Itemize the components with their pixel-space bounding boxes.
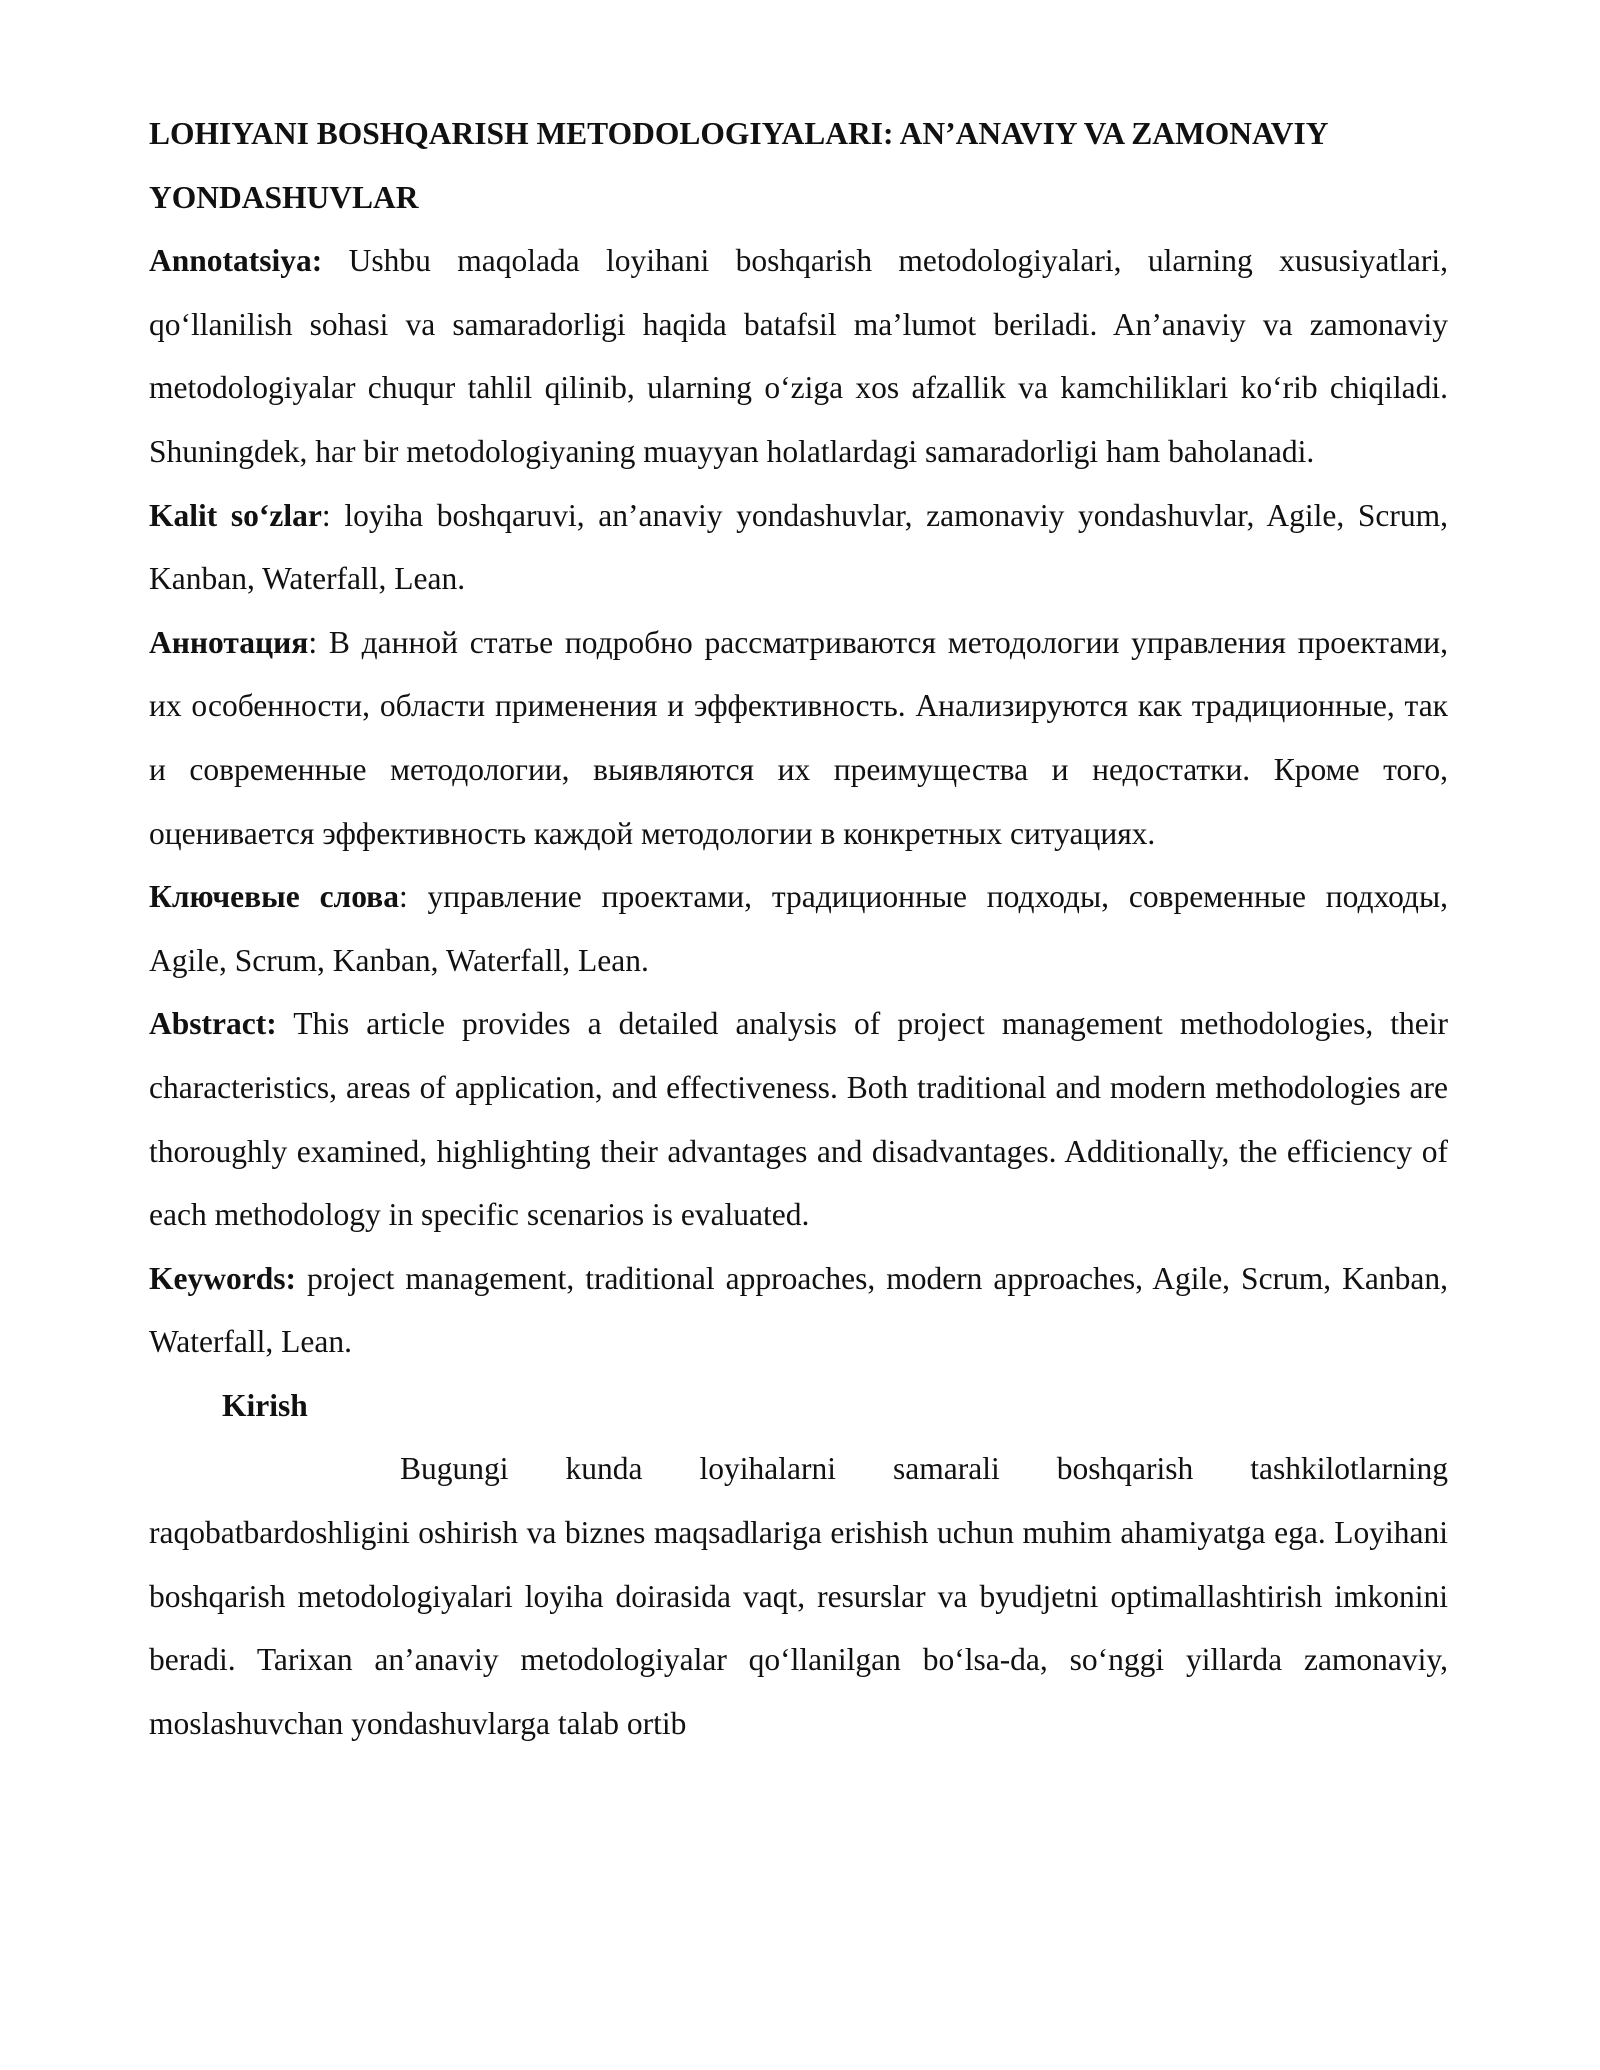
annotation-ru-text: : В данной статье подробно рассматриваются методологии управления проектами, их особенности, области применения и эффективность. Анализируются как традиционные, так и современные методологии, выявляются их преимущества и недостатки. Кроме того, оценивается эффективность каждой методологии в конкретных ситуациях. [149,624,1448,851]
annotation-uz [149,229,1448,483]
annotation-uz-text: Ushbu maqolada loyihani boshqarish metodologiyalari, ularning xususiyatlari, qo‘llanilish sohasi va samaradorligi haqida batafsil ma’lumot beriladi. An’anaviy va zamonaviy metodologiyalar chuqur tahlil qilinib, ularning o‘ziga xos afzallik va kamchiliklari ko‘rib chiqiladi. Shuningdek, har bir metodologiyaning muayyan holatlardagi samaradorligi ham baholanadi. [149,243,1448,469]
keywords-uz-text: : loyiha boshqaruvi, an’anaviy yondashuvlar, zamonaviy yondashuvlar, Agile, Scrum, Kanban, Waterfall, Lean. [149,497,1448,597]
document-page [149,102,1448,1755]
abstract-en-label: Abstract: [149,1006,277,1042]
keywords-ru-label: Ключевые слова [149,879,399,915]
keywords-uz [149,484,1448,611]
introduction-text: Bugungi kunda loyihalarni samarali boshqarish tashkilotlarning raqobatbardoshligini oshirish va biznes maqsadlariga erishish uchun muhim ahamiyatga ega. Loyihani boshqarish metodologiyalari loyiha doirasida vaqt, resurslar va byudjetni optimallashtirish imkonini beradi. Tarixan an’anaviy metodologiyalar qo‘llanilgan bo‘lsa-da, so‘nggi yillarda zamonaviy, moslashuvchan yondashuvlarga talab ortib [149,1451,1448,1741]
annotation-uz-label: Annotatsiya: [149,243,323,279]
abstract-en-text: This article provides a detailed analysis of project management methodologies, their characteristics, areas of application, and effectiveness. Both traditional and modern methodologies are thoroughly examined, highlighting their advantages and disadvantages. Additionally, the efficiency of each methodology in specific scenarios is evaluated. [149,1006,1448,1233]
keywords-en-label: Keywords: [149,1260,296,1296]
abstract-en [149,992,1448,1246]
keywords-uz-label: Kalit so‘zlar [149,497,322,533]
annotation-ru-label: Аннотация [149,624,309,660]
keywords-ru-text: : управление проектами, традиционные подходы, современные подходы, Agile, Scrum, Kanban, Waterfall, Lean. [149,879,1448,978]
keywords-en-text: project management, traditional approaches, modern approaches, Agile, Scrum, Kanban, Waterfall, Lean. [149,1260,1448,1360]
page-title: LOHIYANI BOSHQARISH METODOLOGIYALARI: AN’ANAVIY VA ZAMONAVIY YONDASHUVLAR [149,116,1328,215]
annotation-ru [149,611,1448,865]
introduction-heading: Kirish [222,1387,308,1423]
keywords-ru [149,865,1448,992]
keywords-en [149,1247,1448,1374]
